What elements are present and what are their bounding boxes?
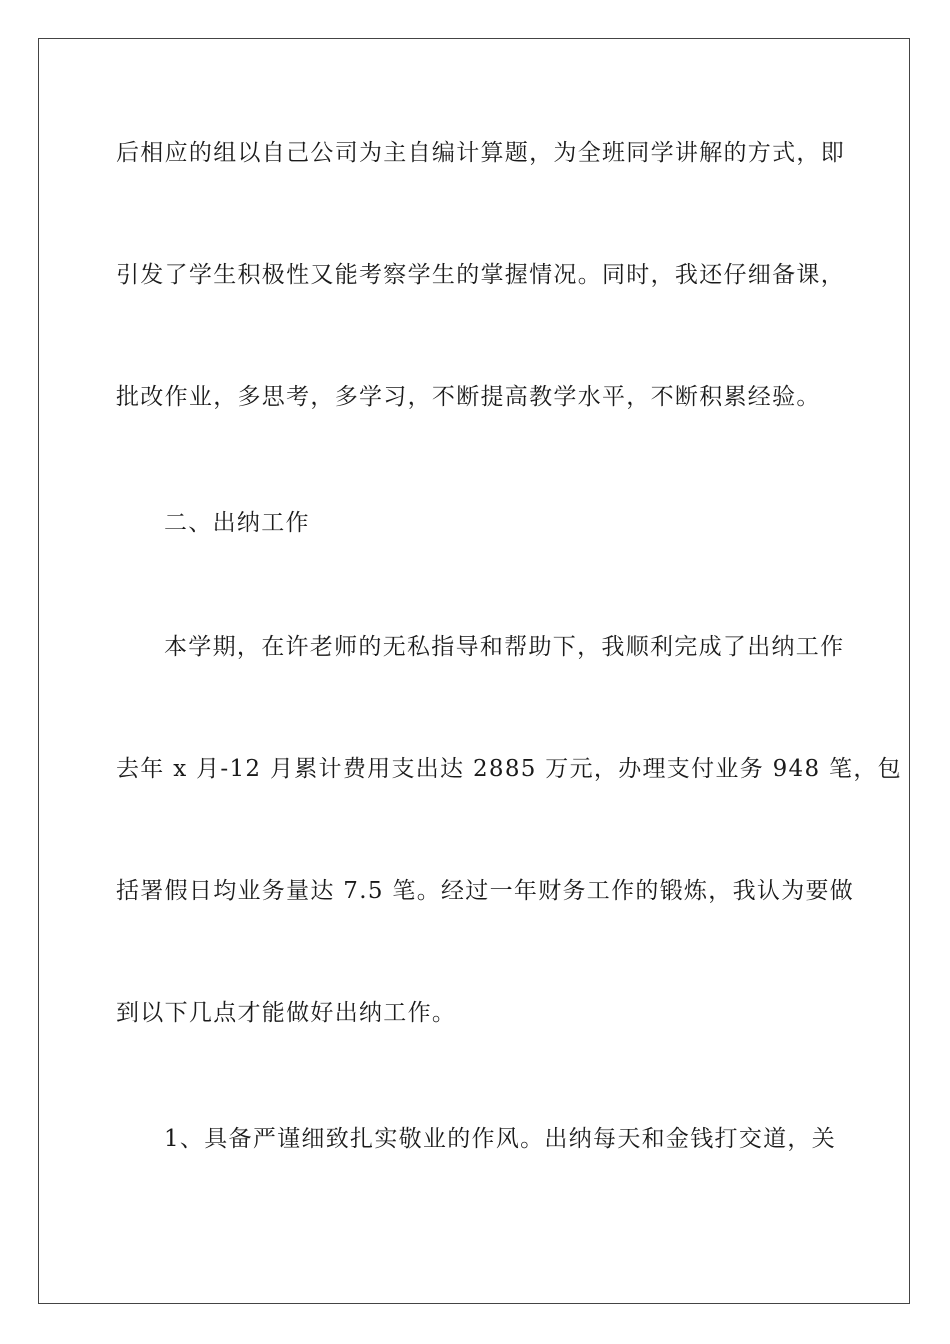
- paragraph-line-8: 到以下几点才能做好出纳工作。: [116, 1000, 457, 1026]
- paragraph-line-3: 批改作业，多思考，多学习，不断提高教学水平，不断积累经验。: [116, 384, 821, 410]
- paragraph-line-7: 括署假日均业务量达 7.5 笔。经过一年财务工作的锻炼，我认为要做: [116, 878, 855, 904]
- page-frame: [38, 38, 910, 1304]
- list-item-1-line: 1、具备严谨细致扎实敬业的作风。出纳每天和金钱打交道，关: [164, 1126, 837, 1152]
- paragraph-line-5: 本学期，在许老师的无私指导和帮助下，我顺利完成了出纳工作: [164, 634, 845, 660]
- section-heading-cashier: 二、出纳工作: [164, 510, 310, 536]
- paragraph-line-1: 后相应的组以自己公司为主自编计算题，为全班同学讲解的方式，即: [116, 140, 845, 166]
- paragraph-line-2: 引发了学生积极性又能考察学生的掌握情况。同时，我还仔细备课，: [116, 262, 845, 288]
- paragraph-line-6: 去年 x 月-12 月累计费用支出达 2885 万元，办理支付业务 948 笔，包: [116, 756, 902, 782]
